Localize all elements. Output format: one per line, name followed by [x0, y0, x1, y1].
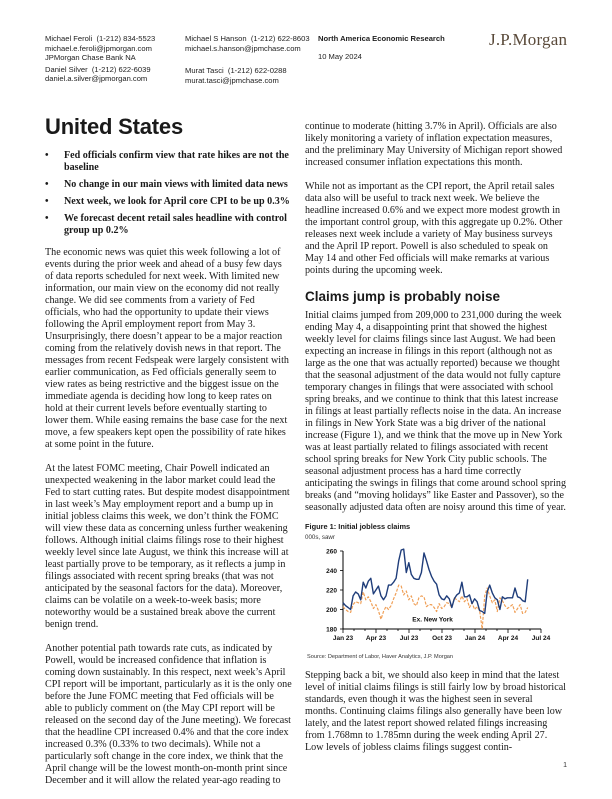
section-heading: Claims jump is probably noise: [305, 289, 501, 304]
body-paragraph: continue to moderate (hitting 3.7% in April). Officials are also likely monitoring a variety of inflation expectation measures, and the preliminary May University of Michigan report showed increased consumer inflation expectations this month.: [305, 121, 563, 168]
contact-name: Murat Tasci: [185, 66, 224, 75]
bullet-icon: •: [45, 213, 49, 224]
report-header: [318, 34, 445, 61]
body-paragraph: Stepping back a bit, we should also keep in mind that the latest level of initial claims filings is still fairly low by broad historical standards, even though it was the highest seen in several months. Continuing claims filings also generally have been low lately, and the latest report showed related filings increasing from 1.768mn to 1.785mn during the week ending April 27. Low levels of jobless claims filings suggest contin-: [305, 670, 566, 753]
x-tick-label: Apr 24: [497, 635, 519, 642]
body-paragraph: While not as important as the CPI report, the April retail sales data also will be useful to track next week. We believe the headline increased 0.6% and we expect more modest growth in the important control group, with this aggregate up 0.2%. Other releases next week include a variety of May business surveys and the April IP report. Powell is also scheduled to speak on May 14 and other Fed officials will make remarks at various points during the upcoming week.: [305, 181, 563, 276]
page-title: United States: [45, 114, 183, 139]
left-column: [45, 114, 292, 799]
contact-tasci: [185, 66, 385, 85]
key-points-list: [45, 150, 292, 237]
figure-units: 000s, sawr: [305, 534, 335, 541]
figure-source: Source: Department of Labor, Haver Analytics, J.P. Morgan: [307, 654, 454, 660]
key-point-text: We forecast decent retail sales headline with control group up 0.2%: [64, 213, 287, 236]
contact-phone: (1-212) 622-0288: [227, 66, 287, 75]
key-point-text: Next week, we look for April core CPI to be up 0.3%: [64, 196, 290, 207]
y-tick-label: 260: [326, 548, 337, 556]
report-date: 10 May 2024: [318, 52, 362, 61]
contact-email[interactable]: murat.tasci@jpmchase.com: [185, 75, 279, 85]
y-tick-label: 200: [326, 607, 337, 614]
key-point: [45, 179, 292, 191]
contact-email[interactable]: daniel.a.silver@jpmorgan.com: [45, 74, 148, 84]
x-tick-label: Jul 23: [399, 635, 419, 642]
bullet-icon: •: [45, 196, 49, 207]
x-tick-label: Jan 24: [464, 635, 486, 642]
page-number: 1: [563, 762, 567, 769]
contact-email[interactable]: michael.e.feroli@jpmorgan.com: [45, 43, 152, 53]
chart-annotations: [412, 616, 453, 623]
y-tick-label: 180: [326, 626, 337, 634]
claims-chart: [305, 543, 555, 649]
key-point: [45, 196, 292, 208]
contact-name: Michael S Hanson: [185, 34, 247, 43]
contact-name: Daniel Silver: [45, 64, 88, 74]
bullet-icon: •: [45, 150, 49, 161]
contact-name: Michael Feroli: [45, 34, 93, 43]
contact-org: JPMorgan Chase Bank NA: [45, 53, 136, 63]
key-point: [45, 150, 292, 174]
right-column: [305, 121, 567, 766]
y-tick-label: 240: [326, 568, 337, 575]
figure-initial-claims: [305, 522, 567, 670]
bullet-icon: •: [45, 179, 49, 190]
x-tick-label: Jul 24: [531, 635, 551, 642]
y-tick-label: 220: [326, 587, 337, 595]
x-tick-label: Oct 23: [432, 635, 452, 642]
series-line-initial-claims: [343, 549, 528, 613]
x-tick-label: Jan 23: [332, 635, 354, 642]
body-paragraph: Another potential path towards rate cuts, as indicated by Powell, would be increased confidence that inflation is coming down sustainably. In this respect, next week’s April CPI report will be important, particularly as it is the only one before the June FOMC meeting that Fed officials will be able to publicly comment on (the May CPI report will be released on the second day of the June meeting). We forecast that the headline CPI increased 0.4% and that the core index increased 0.3% (0.33% to two decimals). While not a particularly soft change in the core index, we think that the April change will be the lowest month-on-month print since December and it will allow the related year-ago reading to: [45, 643, 292, 786]
body-paragraph: Initial claims jumped from 209,000 to 231,000 during the week ending May 4, a disappointing print that showed the highest weekly level for claims filings since last August. We had been expecting an increase in filings in this report (although not as large as the one that was actually reported) because we thought that the seasonal adjustment of the data would not fully capture temporary changes in filings that were associated with school spring breaks, and we continue to think that this latest increase in filings at least partially reflects noise in the data. An increase in filings in New York State was a big driver of the national increase (Figure 1), and we think that the move up in New York was at least partially related to filings associated with recent school spring breaks for New York City public schools. The seasonal adjustment process has a hard time correctly anticipating the swings in filings that come around school spring breaks (and “moving holidays” like Easter and Passover), so the seasonally adjusted data often are noisy around this time of year.: [305, 310, 566, 513]
contact-phone: (1-212) 622-8603: [250, 34, 310, 43]
annotation-label: Ex. New York: [412, 616, 453, 624]
contact-phone: (1-212) 834-5523: [96, 34, 156, 43]
body-paragraph: The economic news was quiet this week following a lot of events during the prior week and ahead of a busy few days of data reports scheduled for next week. With limited new information, our main view on the economy did not really change. We did see comments from a variety of Fed officials, who had the opportunity to update their views following the April employment report from May 3. Unsurprisingly, there doesn’t appear to be a major reaction coming from the relatively dovish news in that report. The messages from recent Fedspeak were largely consistent with earlier communication, as Fed officials generally seem to view rates as being restrictive and the biggest issue on the immediate agenda is deciding how long to keep rates on hold at their current levels before eventually starting to lower them. While easing remains the base case for the next move, a few speakers kept open the possibility of rate hikes at some point in the future.: [45, 247, 289, 450]
contact-phone: (1-212) 622-6039: [91, 64, 151, 74]
key-point-text: No change in our main views with limited data news: [64, 179, 288, 190]
x-tick-label: Apr 23: [365, 635, 387, 642]
department-label: North America Economic Research: [318, 34, 445, 43]
body-paragraph: At the latest FOMC meeting, Chair Powell indicated an unexpected weakening in the labor market could lead the Fed to start cutting rates. But despite modest disappointment in last week’s May employment report and a bump up in initial jobless claims this week, we don’t think the FOMC will view these data as concerning unless further weakening follows. Although initial claims filings rose to their highest weekly level since late August, we think this increase will at least partially prove to be temporary, as it reflects a jump in filings associated with recent spring breaks (that was not anticipated by the seasonal factors for the data). Moreover, claims can be volatile on a week-to-week basis; more noteworthy would be a sustained break above the current benign trend.: [45, 463, 290, 630]
jpmorgan-logo: J.P.Morgan: [489, 30, 568, 49]
contact-email[interactable]: michael.s.hanson@jpmchase.com: [185, 43, 301, 53]
key-point-text: Fed officials confirm view that rate hikes are not the baseline: [64, 150, 289, 173]
figure-title: Figure 1: Initial jobless claims: [305, 522, 411, 531]
key-point: [45, 213, 292, 237]
